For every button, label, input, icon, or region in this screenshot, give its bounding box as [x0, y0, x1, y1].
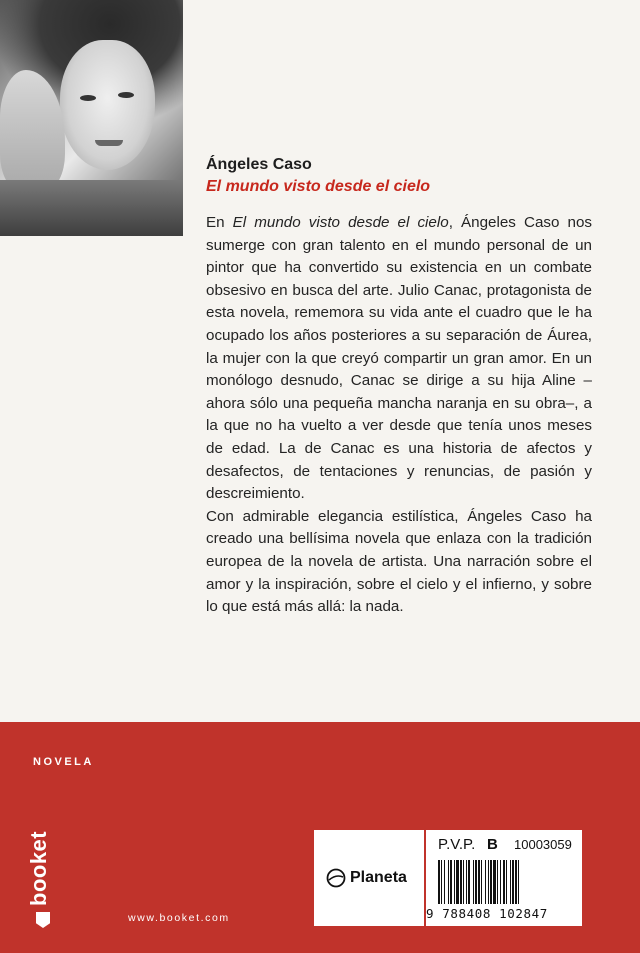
barcode-bar: [478, 860, 480, 904]
author-photo: [0, 0, 183, 236]
photo-shirt: [0, 180, 183, 236]
barcode-bar: [448, 860, 449, 904]
barcode-bar: [497, 860, 498, 904]
photo-eye-left: [80, 95, 96, 101]
barcode-bar: [490, 860, 492, 904]
barcode-bar: [500, 860, 501, 904]
synopsis-paragraph-1: [206, 212, 592, 506]
barcode-bar: [493, 860, 496, 904]
barcode-bar: [450, 860, 452, 904]
book-title: El mundo visto desde el cielo: [206, 178, 431, 195]
barcode-panel: [314, 830, 582, 926]
barcode-bar: [460, 860, 462, 904]
barcode-bar: [456, 860, 459, 904]
synopsis-body: , Ángeles Caso nos sumerge con gran talento en el mundo personal de un pintor que ha convertido su existencia en un combate obsesivo en busca del arte. Julio Canac, protagonista de esta novela, rememora su vida ante el cuadro que le ha ocupado los años posteriores a su separación de Áurea, la mujer con la que creyó compartir un gran amor. En un monólogo desnudo, Canac se dirige a su hija Aline –ahora sólo una pequeña mancha naranja en su obra–, a la que no ha vuelto a ver desde que tenía unos meses de edad. La de Canac es una historia de afectos y desafectos, de tentaciones y renuncias, de pasión y descreimiento.: [206, 214, 592, 503]
barcode-bar: [503, 860, 505, 904]
barcode-bar: [441, 860, 442, 904]
barcode-bar: [468, 860, 470, 904]
barcode-bar: [463, 860, 464, 904]
genre-label: NOVELA: [33, 756, 94, 768]
price-letter: B: [487, 836, 498, 853]
price-code: 10003059: [514, 837, 572, 852]
barcode-bar: [512, 860, 514, 904]
website-url[interactable]: www.booket.com: [128, 912, 230, 924]
price-row: [438, 836, 578, 858]
barcode-bar: [510, 860, 511, 904]
isbn-number: 9 788408 102847: [426, 906, 548, 921]
price-label: P.V.P.: [438, 836, 476, 853]
barcode-bar: [488, 860, 489, 904]
author-name: Ángeles Caso: [206, 156, 312, 173]
barcode-bar: [473, 860, 474, 904]
booket-logo: booket: [26, 830, 51, 906]
barcode-bar: [475, 860, 477, 904]
synopsis: [206, 212, 592, 619]
barcode-bar: [466, 860, 467, 904]
photo-face: [60, 40, 155, 170]
synopsis-book-title: El mundo visto desde el cielo: [232, 214, 449, 231]
synopsis-paragraph-2: Con admirable elegancia estilística, Ángeles Caso ha creado una bellísima novela que enlaza con la tradición europea de la novela de artista. Una narración sobre el amor y la inspiración, sobre el cielo y el infierno, y sobre lo que está más allá: la nada.: [206, 507, 592, 616]
barcode-bar: [454, 860, 455, 904]
barcode-bar: [444, 860, 445, 904]
barcode-bar: [481, 860, 482, 904]
imprint-name: Planeta: [350, 869, 407, 886]
synopsis-lead: En: [206, 214, 233, 231]
barcode-bar: [518, 860, 519, 904]
photo-eye-right: [118, 92, 134, 98]
barcode: [436, 860, 576, 904]
photo-mouth: [95, 140, 123, 146]
barcode-bar: [515, 860, 517, 904]
barcode-bar: [485, 860, 486, 904]
imprint-cell: [314, 830, 426, 926]
barcode-bar: [506, 860, 507, 904]
planeta-globe-icon: [326, 868, 346, 888]
barcode-bar: [438, 860, 440, 904]
